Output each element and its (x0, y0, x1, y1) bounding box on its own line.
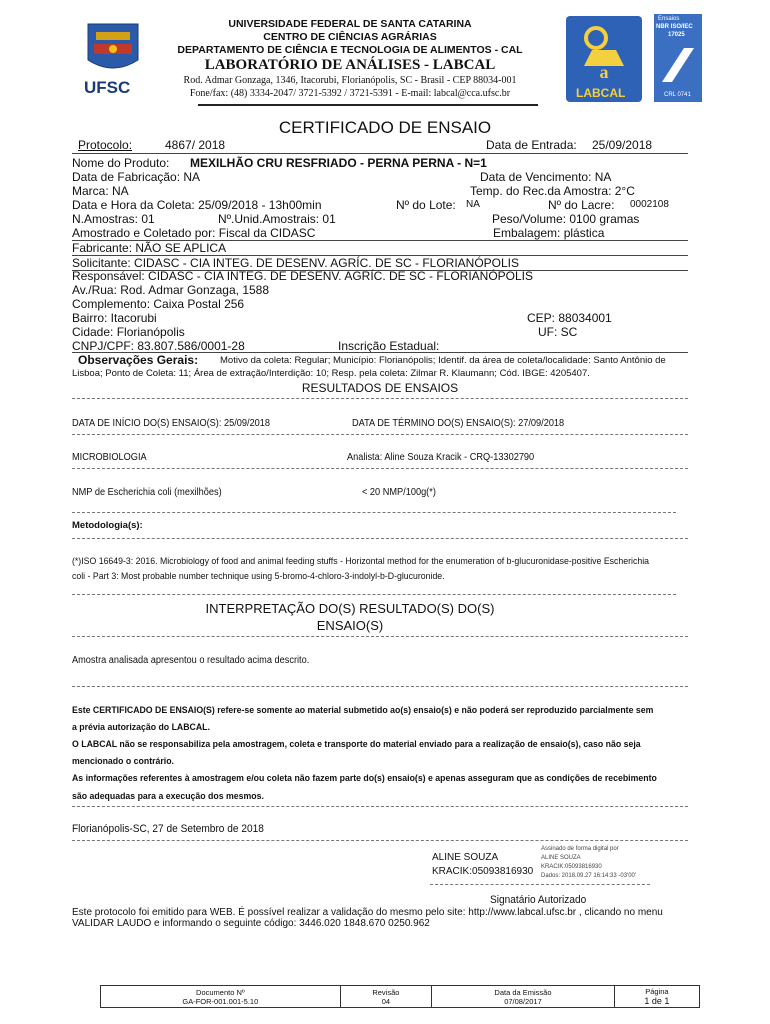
divider (72, 398, 688, 399)
divider (72, 686, 688, 687)
observations-line-1: Motivo da coleta: Regular; Município: Florianópolis; Identif. da área de coleta/localidade: Santo Antônio de (220, 355, 666, 366)
collection-datetime: Data e Hora da Coleta: 25/09/2018 - 13h00min (72, 198, 322, 212)
signer-role: Signatário Autorizado (490, 894, 587, 906)
accred-norm: NBR ISO/IEC (656, 24, 693, 30)
methodology-label: Metodologia(s): (72, 520, 143, 531)
lot-value: NA (466, 199, 480, 210)
results-title: RESULTADOS DE ENSAIOS (301, 381, 459, 395)
collected-by: Amostrado e Coletado por: Fiscal da CIDASC (72, 226, 316, 240)
doc-number: GA-FOR-001.001-5.10 (182, 996, 259, 1006)
ufsc-logo (78, 20, 148, 100)
divider (72, 840, 688, 841)
digital-sign-2: ALINE SOUZA (541, 855, 581, 861)
date-cell (432, 986, 615, 1008)
city: Cidade: Florianópolis (72, 325, 185, 339)
weight-volume: Peso/Volume: 0100 gramas (492, 212, 640, 226)
validation-line-1: Este protocolo foi emitido para WEB. É possível realizar a validação do mesmo pelo site: http://www.labcal.ufsc.br , clicando no menu (72, 907, 663, 918)
neighborhood: Bairro: Itacorubi (72, 311, 157, 325)
methodology-line-1: (*)ISO 16649-3: 2016. Microbiology of food and animal feeding stuffs - Horizontal method for the enumeration of b-glucuronidase-positive Escherichia (72, 556, 649, 567)
brand: Marca: NA (72, 184, 129, 198)
note-2b: mencionado o contrário. (72, 756, 174, 767)
divider (72, 153, 688, 154)
header-divider (198, 104, 538, 106)
accreditation-logo (654, 14, 702, 102)
zip-code: CEP: 88034001 (527, 311, 612, 325)
footer-table (100, 985, 700, 1008)
svg-text:a: a (599, 62, 609, 82)
lab-name: LABORATÓRIO DE ANÁLISES - LABCAL (204, 57, 496, 73)
validation-line-2: VALIDAR LAUDO e informando o seguinte código: 3446.020 1848.670 0250.962 (72, 918, 430, 929)
page-label: Página (645, 987, 669, 996)
unit-count: Nº.Unid.Amostrais: 01 (218, 212, 336, 226)
protocol-label: Protocolo: (78, 138, 133, 152)
end-date: DATA DE TÉRMINO DO(S) ENSAIO(S): 27/09/2018 (352, 418, 565, 429)
issue-date-label: Data da Emissão (494, 987, 552, 997)
signer-name-1: ALINE SOUZA (432, 852, 499, 863)
page-cell (614, 986, 699, 1008)
divider (72, 434, 688, 435)
digital-sign-3: KRACIK:05093816930 (541, 864, 602, 870)
protocol-value: 4867/ 2018 (165, 138, 226, 152)
rev-number: 04 (381, 996, 391, 1006)
department-name: DEPARTAMENTO DE CIÊNCIA E TECNOLOGIA DE ALIMENTOS - CAL (177, 44, 523, 56)
analyst: Analista: Aline Souza Kracik - CRQ-13302790 (347, 452, 535, 463)
tax-id: CNPJ/CPF: 83.807.586/0001-28 (72, 339, 245, 353)
responsible: Responsável: CIDASC - CIA INTEG. DE DESENV. AGRÍC. DE SC - FLORIANÓPOLIS (72, 269, 534, 283)
divider (72, 594, 676, 595)
state-registration: Inscrição Estadual: (338, 339, 440, 353)
doc-cell (101, 986, 341, 1008)
expiry-date: Data de Vencimento: NA (480, 170, 612, 184)
sample-count: N.Amostras: 01 (72, 212, 155, 226)
note-2a: O LABCAL não se responsabiliza pela amostragem, coleta e transporte do material enviado para a realização de ensaio(s), caso não seja (72, 739, 641, 750)
test-name: NMP de Escherichia coli (mexilhões) (72, 487, 222, 498)
interpretation-title-1: INTERPRETAÇÃO DO(S) RESULTADO(S) DO(S) (205, 601, 495, 616)
methodology-line-2: coli - Part 3: Most probable number technique using 5-bromo-4-chloro-3-indolyl-b-D-glucuronide. (72, 571, 445, 582)
labcal-logo (566, 16, 642, 102)
accred-crl: CRL 0741 (664, 92, 691, 98)
divider (72, 636, 688, 637)
accred-top: Ensaios (658, 16, 680, 22)
lab-address: Rod. Admar Gonzaga, 1346, Itacorubi, Florianópolis, SC - Brasil - CEP 88034-001 (183, 75, 517, 86)
product-name: MEXILHÃO CRU RESFRIADO - PERNA PERNA - N=1 (190, 156, 487, 170)
digital-sign-4: Dados: 2018.09.27 16:14:33 -03'00' (541, 873, 637, 879)
packaging: Embalagem: plástica (493, 226, 605, 240)
university-name: UNIVERSIDADE FEDERAL DE SANTA CATARINA (228, 18, 472, 30)
ufsc-logo-text: UFSC (84, 78, 131, 97)
note-1b: a prévia autorização do LABCAL. (72, 722, 210, 733)
center-name: CENTRO DE CIÊNCIAS AGRÁRIAS (263, 31, 437, 43)
test-area: MICROBIOLOGIA (72, 452, 147, 463)
page-number: 1 de 1 (644, 996, 670, 1006)
signer-name-2: KRACIK:05093816930 (432, 866, 534, 877)
requester: Solicitante: CIDASC - CIA INTEG. DE DESENV. AGRÍC. DE SC - FLORIANÓPOLIS (72, 256, 520, 270)
doc-label: Documento Nº (196, 987, 245, 997)
start-date: DATA DE INÍCIO DO(S) ENSAIO(S): 25/09/2018 (72, 418, 271, 429)
interpretation-text: Amostra analisada apresentou o resultado acima descrito. (72, 655, 310, 666)
page-title: CERTIFICADO DE ENSAIO (278, 118, 492, 137)
street: Av./Rua: Rod. Admar Gonzaga, 1588 (72, 283, 270, 297)
entry-date-label: Data de Entrada: (486, 138, 577, 152)
divider (72, 538, 688, 539)
manufacturer: Fabricante: NÃO SE APLICA (72, 241, 227, 255)
divider (72, 468, 688, 469)
rev-cell (340, 986, 431, 1008)
rev-label: Revisão (372, 987, 400, 997)
interpretation-title-2: ENSAIO(S) (316, 618, 384, 633)
entry-date-value: 25/09/2018 (592, 138, 653, 152)
complement: Complemento: Caixa Postal 256 (72, 297, 245, 311)
divider (72, 512, 676, 513)
issue-date: 07/08/2017 (504, 996, 542, 1006)
seal-label: Nº do Lacre: (548, 198, 615, 212)
test-result: < 20 NMP/100g(*) (362, 487, 436, 498)
fabrication-date: Data de Fabricação: NA (72, 170, 201, 184)
sample-temperature: Temp. do Rec.da Amostra: 2°C (470, 184, 635, 198)
seal-value: 0002108 (630, 199, 669, 210)
note-3b: são adequadas para a execução dos mesmos. (72, 791, 264, 802)
labcal-logo-text: LABCAL (576, 86, 626, 100)
note-3a: As informações referentes à amostragem e/ou coleta não fazem parte do(s) ensaio(s) e apenas asseguram que as condições de recebimento (72, 773, 657, 784)
lab-contact: Fone/fax: (48) 3334-2047/ 3721-5392 / 3721-5391 - E-mail: labcal@cca.ufsc.br (189, 88, 511, 99)
divider (72, 806, 688, 807)
state: UF: SC (538, 325, 578, 339)
accred-num: 17025 (668, 32, 685, 38)
place-date: Florianópolis-SC, 27 de Setembro de 2018 (72, 823, 264, 835)
product-label: Nome do Produto: (72, 156, 170, 170)
observations-label: Observações Gerais: (78, 353, 199, 367)
note-1a: Este CERTIFICADO DE ENSAIO(S) refere-se somente ao material submetido ao(s) ensaio(s) e não poderá ser reproduzido parcialmente sem (72, 705, 654, 716)
signature-line (430, 884, 650, 885)
lot-label: Nº do Lote: (396, 198, 456, 212)
observations-line-2: Lisboa; Ponto de Coleta: 11; Área de extração/Interdição: 10; Resp. pela coleta: Zilmar R. Klaumann; Cód. IBGE: 4205407. (72, 368, 590, 379)
digital-sign-1: Assinado de forma digital por (541, 846, 619, 852)
